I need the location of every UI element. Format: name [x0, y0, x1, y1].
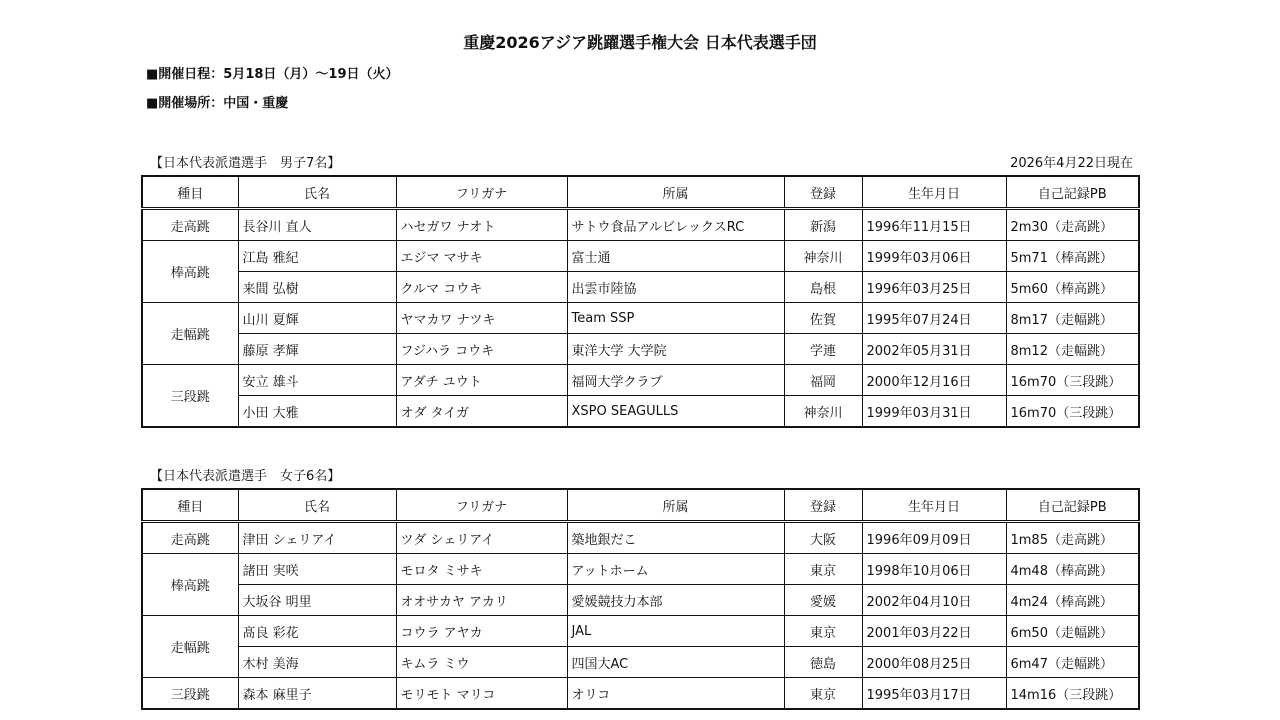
- athlete-personal-best: 6m47（走幅跳）: [1006, 647, 1139, 678]
- athlete-name: 小田 大雅: [238, 396, 396, 428]
- athlete-affiliation: 愛媛競技力本部: [567, 585, 784, 616]
- athlete-personal-best: 16m70（三段跳）: [1006, 365, 1139, 396]
- athlete-name: 藤原 孝輝: [238, 334, 396, 365]
- athlete-affiliation: 富士通: [567, 241, 784, 272]
- athlete-kana: エジマ マサキ: [396, 241, 567, 272]
- athlete-birthdate: 1996年11月15日: [862, 209, 1006, 241]
- athlete-birthdate: 2002年05月31日: [862, 334, 1006, 365]
- header-registration: 登録: [784, 176, 862, 209]
- athlete-personal-best: 8m12（走幅跳）: [1006, 334, 1139, 365]
- athlete-name: 木村 美海: [238, 647, 396, 678]
- event-cell: 走高跳: [142, 209, 238, 241]
- table-row: [142, 334, 1139, 365]
- athlete-personal-best: 6m50（走幅跳）: [1006, 616, 1139, 647]
- athlete-birthdate: 1995年03月17日: [862, 678, 1006, 710]
- athlete-name: 安立 雄斗: [238, 365, 396, 396]
- page-title: 重慶2026アジア跳躍選手権大会 日本代表選手団: [463, 33, 817, 52]
- athlete-name: 津田 シェリアイ: [238, 522, 396, 554]
- table-row: [142, 554, 1139, 585]
- table-row: [142, 616, 1139, 647]
- athlete-name: 髙良 彩花: [238, 616, 396, 647]
- athlete-registration: 新潟: [784, 209, 862, 241]
- athlete-kana: ハセガワ ナオト: [396, 209, 567, 241]
- athlete-name: 長谷川 直人: [238, 209, 396, 241]
- athlete-birthdate: 1999年03月06日: [862, 241, 1006, 272]
- table-row: [142, 272, 1139, 303]
- header-affiliation: 所属: [567, 176, 784, 209]
- header-kana: フリガナ: [396, 176, 567, 209]
- athlete-registration: 東京: [784, 678, 862, 710]
- athlete-kana: フジハラ コウキ: [396, 334, 567, 365]
- event-cell: 棒高跳: [142, 554, 238, 616]
- athlete-birthdate: 2001年03月22日: [862, 616, 1006, 647]
- header-name: 氏名: [238, 489, 396, 522]
- athlete-registration: 東京: [784, 616, 862, 647]
- athlete-personal-best: 1m85（走高跳）: [1006, 522, 1139, 554]
- athlete-affiliation: 東洋大学 大学院: [567, 334, 784, 365]
- athlete-kana: オオサカヤ アカリ: [396, 585, 567, 616]
- event-cell: 走幅跳: [142, 303, 238, 365]
- athlete-birthdate: 1996年03月25日: [862, 272, 1006, 303]
- athlete-affiliation: 出雲市陸協: [567, 272, 784, 303]
- athlete-kana: ツダ シェリアイ: [396, 522, 567, 554]
- table-row: [142, 241, 1139, 272]
- athlete-registration: 愛媛: [784, 585, 862, 616]
- table-row: [142, 303, 1139, 334]
- athlete-affiliation: 四国大AC: [567, 647, 784, 678]
- athlete-kana: アダチ ユウト: [396, 365, 567, 396]
- women-roster-table: [141, 488, 1140, 710]
- athlete-registration: 東京: [784, 554, 862, 585]
- athlete-affiliation: JAL: [567, 616, 784, 647]
- event-cell: 三段跳: [142, 678, 238, 710]
- header-name: 氏名: [238, 176, 396, 209]
- athlete-kana: ヤマカワ ナツキ: [396, 303, 567, 334]
- athlete-name: 山川 夏輝: [238, 303, 396, 334]
- table-row: [142, 365, 1139, 396]
- table-header-row: [142, 489, 1139, 522]
- athlete-kana: オダ タイガ: [396, 396, 567, 428]
- athlete-affiliation: アットホーム: [567, 554, 784, 585]
- athlete-birthdate: 2002年04月10日: [862, 585, 1006, 616]
- table-row: [142, 678, 1139, 710]
- as-of-date: 2026年4月22日現在: [1010, 156, 1133, 171]
- athlete-name: 森本 麻里子: [238, 678, 396, 710]
- men-roster-table: [141, 175, 1140, 428]
- athlete-registration: 福岡: [784, 365, 862, 396]
- athlete-personal-best: 2m30（走高跳）: [1006, 209, 1139, 241]
- athlete-name: 諸田 実咲: [238, 554, 396, 585]
- athlete-name: 江島 雅紀: [238, 241, 396, 272]
- header-registration: 登録: [784, 489, 862, 522]
- athlete-kana: モロタ ミサキ: [396, 554, 567, 585]
- athlete-birthdate: 2000年12月16日: [862, 365, 1006, 396]
- athlete-personal-best: 16m70（三段跳）: [1006, 396, 1139, 428]
- table-header-row: [142, 176, 1139, 209]
- athlete-birthdate: 2000年08月25日: [862, 647, 1006, 678]
- header-personal-best: 自己記録PB: [1006, 176, 1139, 209]
- table-row: [142, 522, 1139, 554]
- event-cell: 棒高跳: [142, 241, 238, 303]
- athlete-birthdate: 1999年03月31日: [862, 396, 1006, 428]
- header-event: 種目: [142, 176, 238, 209]
- athlete-affiliation: XSPO SEAGULLS: [567, 396, 784, 428]
- header-birthdate: 生年月日: [862, 489, 1006, 522]
- athlete-registration: 神奈川: [784, 396, 862, 428]
- table-row: [142, 209, 1139, 241]
- athlete-registration: 島根: [784, 272, 862, 303]
- athlete-registration: 佐賀: [784, 303, 862, 334]
- athlete-affiliation: Team SSP: [567, 303, 784, 334]
- header-affiliation: 所属: [567, 489, 784, 522]
- athlete-personal-best: 8m17（走幅跳）: [1006, 303, 1139, 334]
- athlete-kana: クルマ コウキ: [396, 272, 567, 303]
- athlete-birthdate: 1996年09月09日: [862, 522, 1006, 554]
- athlete-affiliation: サトウ食品アルビレックスRC: [567, 209, 784, 241]
- athlete-personal-best: 5m71（棒高跳）: [1006, 241, 1139, 272]
- athlete-name: 来間 弘樹: [238, 272, 396, 303]
- athlete-birthdate: 1995年07月24日: [862, 303, 1006, 334]
- header-kana: フリガナ: [396, 489, 567, 522]
- athlete-registration: 神奈川: [784, 241, 862, 272]
- event-dates: ■開催日程：5月18日（月）〜19日（火）: [146, 67, 399, 82]
- athlete-registration: 大阪: [784, 522, 862, 554]
- table-row: [142, 647, 1139, 678]
- athlete-registration: 学連: [784, 334, 862, 365]
- athlete-personal-best: 5m60（棒高跳）: [1006, 272, 1139, 303]
- header-personal-best: 自己記録PB: [1006, 489, 1139, 522]
- event-cell: 走高跳: [142, 522, 238, 554]
- athlete-affiliation: オリコ: [567, 678, 784, 710]
- athlete-affiliation: 築地銀だこ: [567, 522, 784, 554]
- athlete-personal-best: 4m48（棒高跳）: [1006, 554, 1139, 585]
- event-cell: 走幅跳: [142, 616, 238, 678]
- athlete-birthdate: 1998年10月06日: [862, 554, 1006, 585]
- table-row: [142, 396, 1139, 428]
- athlete-registration: 徳島: [784, 647, 862, 678]
- event-cell: 三段跳: [142, 365, 238, 428]
- header-event: 種目: [142, 489, 238, 522]
- women-table-caption: 【日本代表派遣選手 女子6名】: [150, 469, 341, 484]
- table-row: [142, 585, 1139, 616]
- athlete-kana: キムラ ミウ: [396, 647, 567, 678]
- event-venue: ■開催場所：中国・重慶: [146, 96, 289, 111]
- athlete-personal-best: 14m16（三段跳）: [1006, 678, 1139, 710]
- athlete-personal-best: 4m24（棒高跳）: [1006, 585, 1139, 616]
- athlete-kana: コウラ アヤカ: [396, 616, 567, 647]
- athlete-kana: モリモト マリコ: [396, 678, 567, 710]
- men-table-caption: 【日本代表派遣選手 男子7名】: [150, 156, 341, 171]
- athlete-name: 大坂谷 明里: [238, 585, 396, 616]
- header-birthdate: 生年月日: [862, 176, 1006, 209]
- athlete-affiliation: 福岡大学クラブ: [567, 365, 784, 396]
